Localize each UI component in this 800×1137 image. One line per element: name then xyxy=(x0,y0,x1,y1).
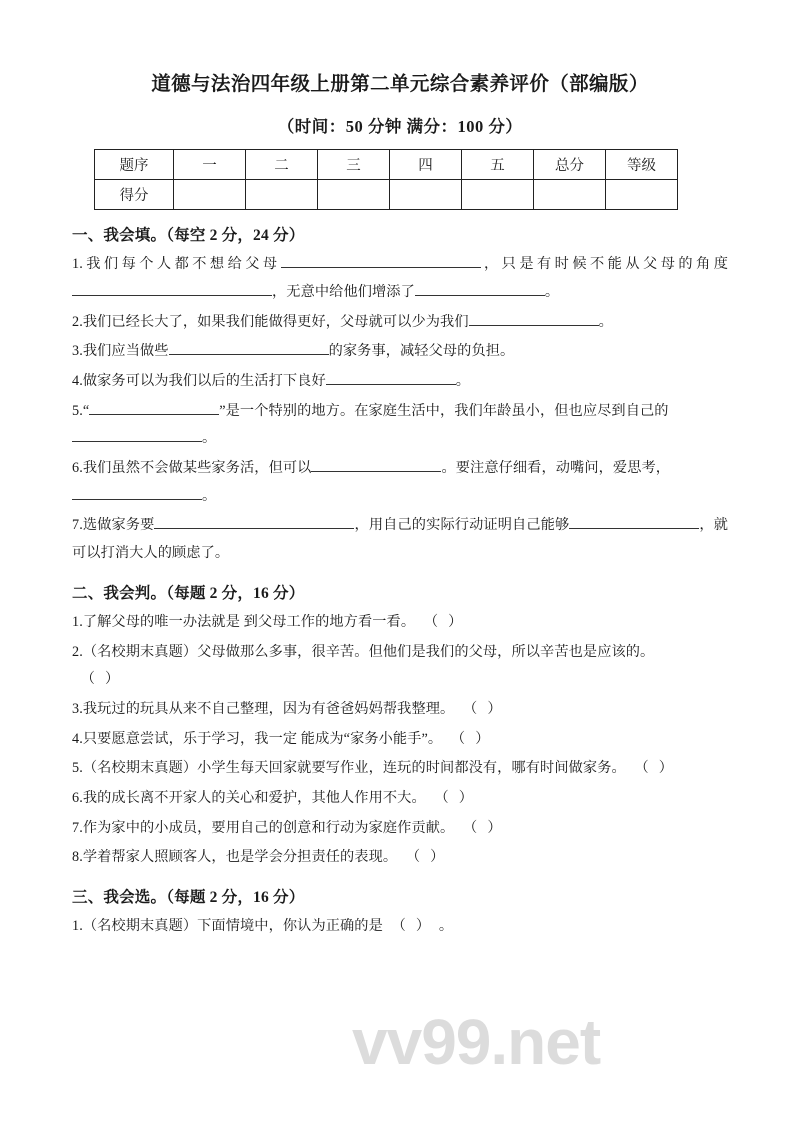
question-text: 。 xyxy=(455,373,471,389)
score-table-row-label: 得分 xyxy=(95,180,174,210)
question-text: 做家务可以为我们以后的生活打下良好 xyxy=(82,373,326,389)
question-suffix: 。 xyxy=(438,918,454,934)
answer-blank[interactable] xyxy=(72,484,202,500)
question-2-4 xyxy=(72,726,728,754)
question-text: 作为家中的小成员，要用自己的创意和行动为家庭作贡献。 xyxy=(82,819,455,836)
answer-blank[interactable] xyxy=(281,252,481,268)
score-cell[interactable] xyxy=(534,180,606,210)
section-heading-2: 二、我会判。（每题 2 分，16 分） xyxy=(72,584,305,602)
score-table-col-grade: 等级 xyxy=(606,150,678,180)
watermark: vv99.net xyxy=(352,1006,601,1078)
question-text: 。 xyxy=(544,283,560,300)
question-text: （名校期末真题）父母做那么多事，很辛苦。但他们是我们的父母，所以辛苦也是应该的。 xyxy=(82,643,655,660)
question-number: 7. xyxy=(72,819,83,836)
document-content xyxy=(72,70,728,943)
answer-blank[interactable] xyxy=(415,280,545,296)
answer-blank[interactable] xyxy=(72,280,272,296)
score-table-row-label: 题序 xyxy=(95,150,174,180)
question-number: 6. xyxy=(72,789,83,806)
exam-info-line: （时间：50 分钟 满分：100 分） xyxy=(277,117,523,137)
question-2-1 xyxy=(72,609,728,637)
score-cell[interactable] xyxy=(174,180,246,210)
score-table-col-2: 二 xyxy=(246,150,318,180)
score-cell[interactable] xyxy=(318,180,390,210)
score-table-col-1: 一 xyxy=(174,150,246,180)
answer-parenthesis[interactable]: （ ） xyxy=(405,849,445,866)
table-row xyxy=(95,150,678,180)
question-text: “ xyxy=(82,402,90,419)
question-text: 。要注意仔细看，动嘴问，爱思考， xyxy=(441,460,671,477)
question-number: 3. xyxy=(72,343,83,360)
question-number: 2. xyxy=(72,643,83,660)
answer-parenthesis[interactable]: （ ） xyxy=(423,613,463,630)
question-text: 我玩过的玩具从来不自己整理，因为有爸爸妈妈帮我整理。 xyxy=(82,700,455,717)
question-1-6 xyxy=(72,455,728,510)
question-text: ”是一个特别的地方。在家庭生活中，我们年龄虽小，但也应尽到自己的 xyxy=(219,402,669,419)
question-text: 选做家务要 xyxy=(82,517,155,534)
question-number: 5. xyxy=(72,402,83,419)
question-text: （名校期末真题）下面情境中，你认为正确的是 xyxy=(82,918,383,934)
question-number: 7. xyxy=(72,517,83,534)
answer-blank[interactable] xyxy=(169,339,329,355)
question-1-4 xyxy=(72,368,728,396)
question-text: 我们已经长大了，如果我们能做得更好，父母就可以少为我们 xyxy=(82,313,469,330)
question-number: 1. xyxy=(72,918,83,934)
question-text: 我们虽然不会做某些家务活，但可以 xyxy=(82,460,312,477)
question-text: ，用自己的实际行动证明自己能够 xyxy=(354,517,570,534)
answer-blank[interactable] xyxy=(311,456,441,472)
score-table xyxy=(94,149,678,210)
question-text: 。 xyxy=(202,430,217,447)
answer-parenthesis[interactable]: （ ） xyxy=(450,730,490,747)
question-text: ，只是有时候不能从父母的角度 xyxy=(480,256,728,273)
table-row xyxy=(95,180,678,210)
section-heading-1: 一、我会填。（每空 2 分，24 分） xyxy=(72,227,305,245)
question-number: 4. xyxy=(72,373,83,389)
question-number: 5. xyxy=(72,760,83,777)
question-number: 3. xyxy=(72,700,83,717)
question-2-5 xyxy=(72,755,728,783)
answer-blank[interactable] xyxy=(326,369,456,385)
question-1-2 xyxy=(72,309,728,337)
answer-blank[interactable] xyxy=(72,426,202,442)
answer-blank[interactable] xyxy=(469,310,599,326)
question-2-3 xyxy=(72,696,728,724)
question-number: 4. xyxy=(72,730,83,747)
question-2-2 xyxy=(72,639,728,694)
question-number: 2. xyxy=(72,313,83,330)
section-heading-3: 三、我会选。（每题 2 分，16 分） xyxy=(72,889,305,906)
question-1-3 xyxy=(72,338,728,366)
question-3-1 xyxy=(72,913,728,941)
question-text: 我的成长离不开家人的关心和爱护，其他人作用不大。 xyxy=(82,789,426,806)
question-number: 8. xyxy=(72,849,83,866)
score-table-col-3: 三 xyxy=(318,150,390,180)
question-number: 6. xyxy=(72,460,83,477)
question-text: ，无意中给他们增添了 xyxy=(272,283,415,300)
question-text: 只要愿意尝试，乐于学习，我一定 能成为“家务小能手”。 xyxy=(82,730,443,747)
score-cell[interactable] xyxy=(390,180,462,210)
question-1-5 xyxy=(72,398,728,453)
answer-parenthesis[interactable]: （ ） xyxy=(463,700,502,717)
question-text: （名校期末真题）小学生每天回家就要写作业，连玩的时间都没有，哪有时间做家务。 xyxy=(82,760,626,777)
question-text: 我们应当做些 xyxy=(82,343,169,360)
answer-blank[interactable] xyxy=(89,399,219,415)
score-cell[interactable] xyxy=(462,180,534,210)
score-table-col-4: 四 xyxy=(390,150,462,180)
question-text: ，就可以打消大人的顾虑了。 xyxy=(72,517,728,562)
question-text: 。 xyxy=(598,313,613,330)
question-text: 我们每个人都不想给父母 xyxy=(82,256,281,273)
question-1-7 xyxy=(72,512,728,567)
question-1-1 xyxy=(72,251,728,306)
answer-blank[interactable] xyxy=(154,514,354,530)
page-title: 道德与法治四年级上册第二单元综合素养评价（部编版） xyxy=(151,74,649,95)
question-2-6 xyxy=(72,785,728,813)
answer-parenthesis[interactable]: （ ） xyxy=(80,671,120,688)
question-2-8 xyxy=(72,844,728,872)
answer-parenthesis[interactable]: （ ） xyxy=(634,760,674,777)
question-text: 的家务事，减轻父母的负担。 xyxy=(328,343,515,360)
answer-parenthesis[interactable]: （ ） xyxy=(463,819,502,836)
score-cell[interactable] xyxy=(246,180,318,210)
score-table-col-total: 总分 xyxy=(534,150,606,180)
question-text: 了解父母的唯一办法就是 到父母工作的地方看一看。 xyxy=(82,613,416,630)
question-text: 。 xyxy=(202,487,217,504)
answer-parenthesis[interactable]: （ ） xyxy=(391,918,431,934)
score-table-col-5: 五 xyxy=(462,150,534,180)
question-number: 1. xyxy=(72,256,83,273)
answer-blank[interactable] xyxy=(569,514,699,530)
answer-parenthesis[interactable]: （ ） xyxy=(434,789,474,806)
question-2-7 xyxy=(72,815,728,843)
question-number: 1. xyxy=(72,613,83,630)
score-cell[interactable] xyxy=(606,180,678,210)
question-text: 学着帮家人照顾客人，也是学会分担责任的表现。 xyxy=(82,849,398,866)
